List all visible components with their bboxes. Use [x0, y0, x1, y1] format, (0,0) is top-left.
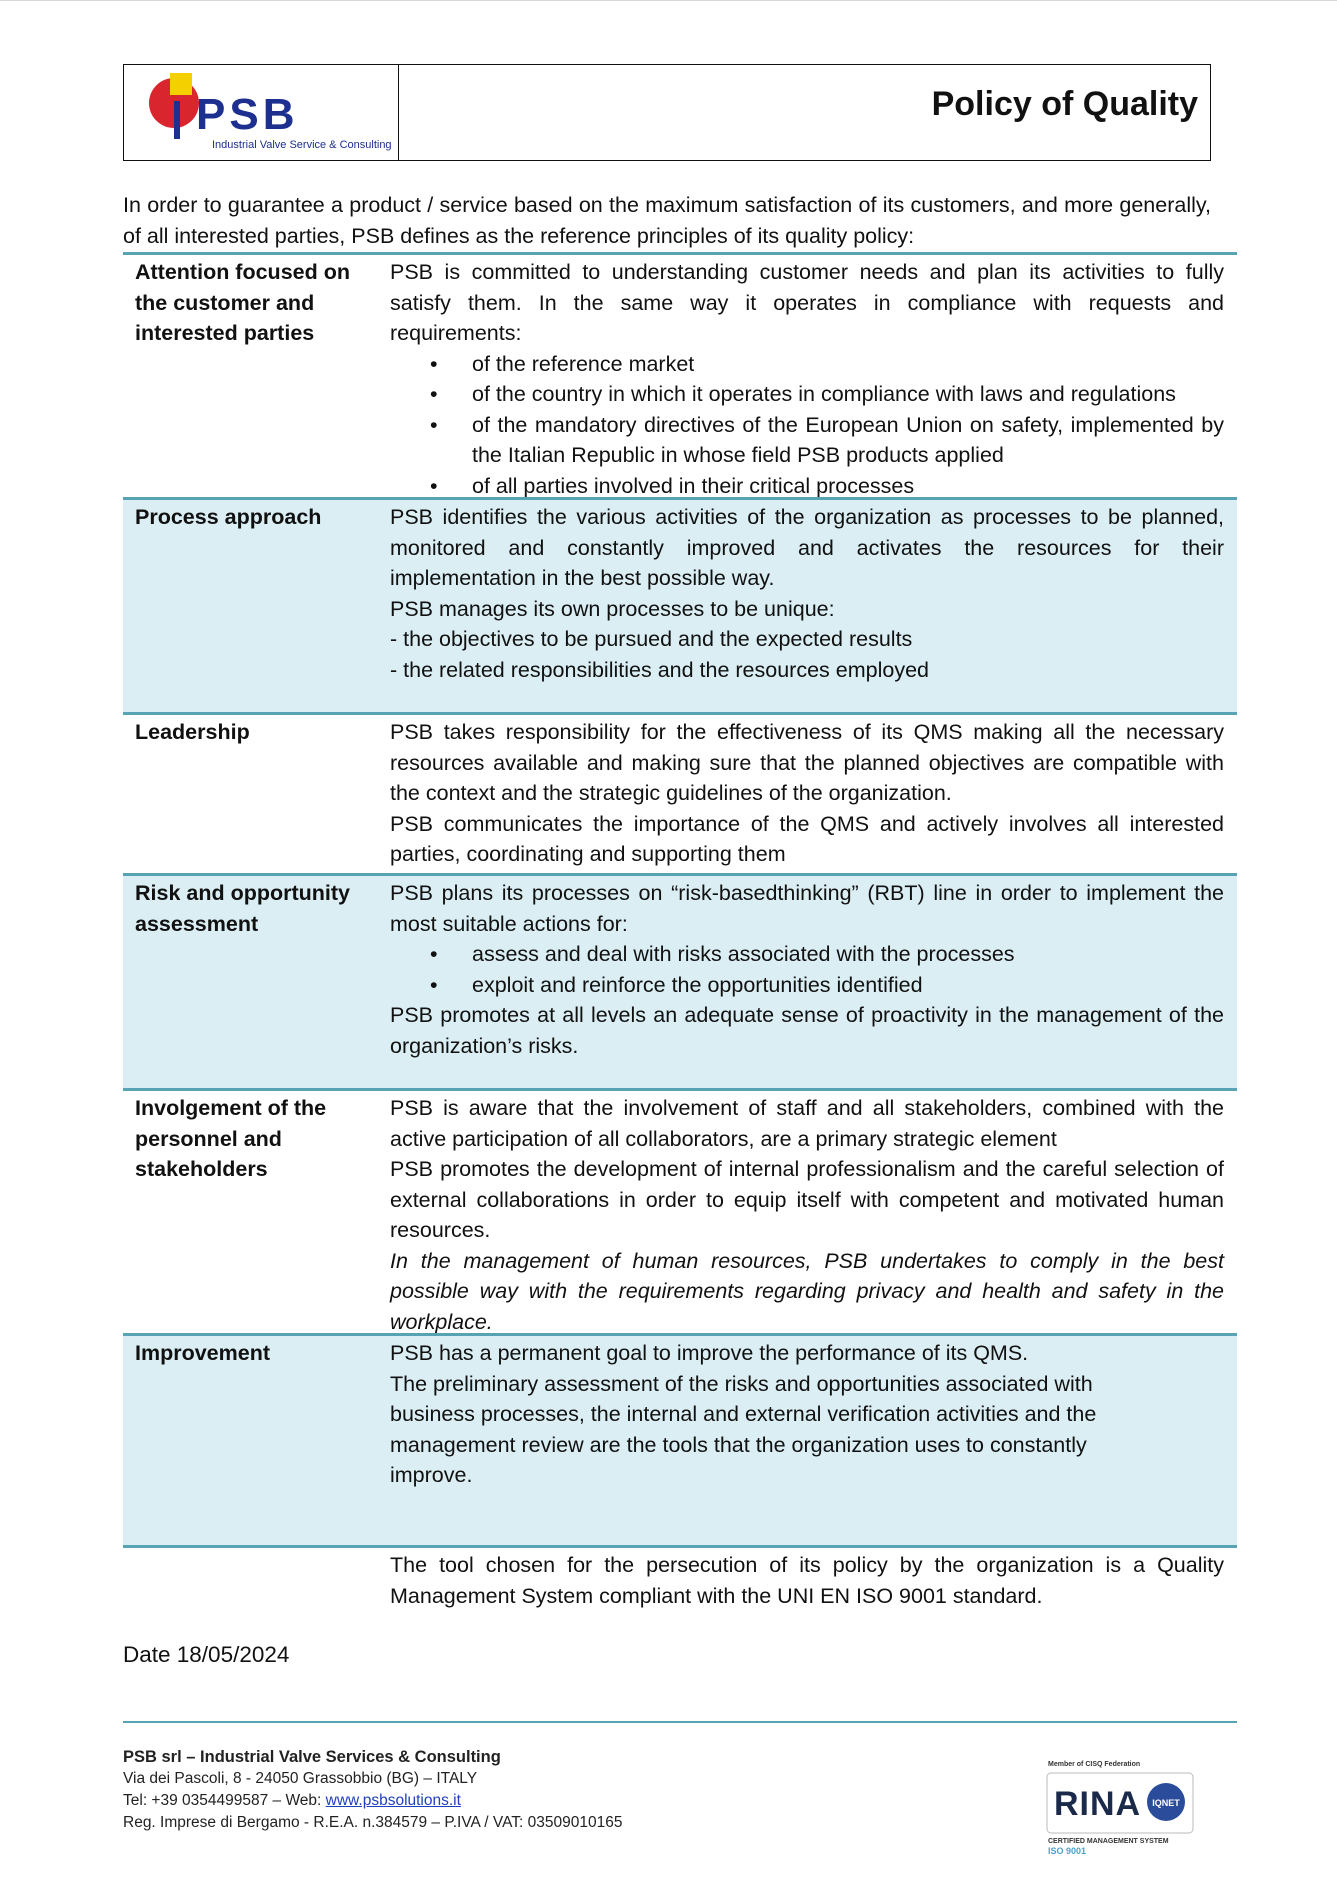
logo-tagline: Industrial Valve Service & Consulting — [212, 139, 392, 151]
policy-row-customer — [123, 252, 1237, 497]
row-text: The preliminary assessment of the risks and opportunities associated with business processes, the internal and external verification activities and the management review are the tools that the organization uses to constantly improve. — [390, 1371, 1097, 1487]
row-text: PSB manages its own processes to be unique: — [390, 596, 835, 621]
document-date: Date 18/05/2024 — [123, 1642, 290, 1667]
website-link[interactable]: www.psbsolutions.it — [325, 1792, 461, 1809]
bullet-item: • of the country in which it operates in compliance with laws and regulations — [430, 382, 1176, 406]
footer-address: Via dei Pascoli, 8 - 24050 Grassobbio (BG) – ITALY — [123, 1770, 478, 1787]
psb-logo — [144, 71, 394, 155]
footer-company: PSB srl – Industrial Valve Services & Consulting — [123, 1748, 501, 1766]
rina-certification-logo — [1046, 1757, 1196, 1857]
bullet-item: • of the reference market — [430, 351, 695, 376]
row-text: PSB communicates the importance of the QMS and actively involves all interested parties, coordinating and supporting them — [390, 811, 1224, 866]
footer-contact — [123, 1790, 622, 1812]
page-title: Policy of Quality — [931, 85, 1198, 123]
page-top-border — [0, 0, 1337, 1]
row-label: Risk and opportunity assessment — [135, 881, 350, 936]
row-content — [390, 1338, 1150, 1491]
row-text: PSB identifies the various activities of the organization as processes to be planned, monitored and constantly improved and activates the resources for their implementation in the best possible way. — [390, 505, 1224, 590]
row-text: - the related responsibilities and the resources employed — [390, 657, 929, 682]
bullet-item: • assess and deal with risks associated with the processes — [430, 942, 1015, 966]
row-text: PSB plans its processes on “risk-basedthinking” (RBT) line in order to implement the most suitable actions for: — [390, 881, 1224, 936]
svg-text:RINA: RINA — [1054, 1785, 1142, 1823]
row-text: PSB is committed to understanding customer needs and plan its activities to fully satisfy them. In the same way it operates in compliance with requests and requirements: — [390, 260, 1224, 345]
row-text: PSB has a permanent goal to improve the performance of its QMS. — [390, 1341, 1029, 1365]
footer-tel: Tel: +39 0354499587 – Web: — [123, 1792, 326, 1809]
svg-text:Member of CISQ Federation: Member of CISQ Federation — [1048, 1761, 1141, 1768]
row-text: PSB promotes the development of internal professionalism and the careful selection of external collaborations in order to equip itself with competent and motivated human resources. — [390, 1157, 1224, 1242]
row-content — [390, 502, 1224, 685]
policy-row-closing — [123, 1545, 1237, 1625]
row-content — [390, 878, 1224, 1061]
policy-row-process — [123, 497, 1237, 712]
row-text: PSB is aware that the involvement of staff and all stakeholders, combined with the active participation of all collaborators, are a primary strategic element — [390, 1096, 1224, 1151]
row-label: Leadership — [135, 720, 250, 744]
svg-text:ISO 9001: ISO 9001 — [1048, 1846, 1087, 1856]
policy-table — [123, 252, 1237, 1625]
footer — [123, 1746, 622, 1834]
row-content — [390, 717, 1224, 870]
row-text: In the management of human resources, PSB undertakes to comply in the best possible way with the requirements regarding privacy and health and safety in the workplace. — [390, 1248, 1224, 1334]
policy-row-improvement — [123, 1333, 1237, 1545]
svg-text:IQNET: IQNET — [1152, 1798, 1180, 1808]
bullet-item: • of all parties involved in their critical processes — [430, 473, 915, 498]
logo-wordmark: PSB — [196, 90, 299, 139]
row-text: - the objectives to be pursued and the expected results — [390, 627, 913, 651]
row-label: Process approach — [135, 505, 322, 529]
document-header — [123, 64, 1211, 161]
row-content — [390, 257, 1224, 501]
row-text: PSB takes responsibility for the effectiveness of its QMS making all the necessary resources available and making sure that the planned objectives are compatible with the context and the strategic guidelines of the organization. — [390, 720, 1224, 805]
policy-row-risk — [123, 873, 1237, 1088]
row-content — [390, 1093, 1224, 1337]
closing-text: The tool chosen for the persecution of its policy by the organization is a Quality Management System compliant with the UNI EN ISO 9001 standard. — [390, 1553, 1224, 1608]
policy-row-leadership — [123, 712, 1237, 873]
footer-divider — [123, 1721, 1237, 1723]
logo-cell — [124, 65, 399, 160]
row-label: Attention focused on the customer and interested parties — [135, 260, 350, 345]
row-text: PSB promotes at all levels an adequate sense of proactivity in the management of the organization’s risks. — [390, 1003, 1224, 1058]
svg-text:CERTIFIED MANAGEMENT SYSTEM: CERTIFIED MANAGEMENT SYSTEM — [1048, 1838, 1169, 1845]
row-label: Involgement of the personnel and stakeholders — [135, 1096, 327, 1181]
footer-registration: Reg. Imprese di Bergamo - R.E.A. n.384579 – P.IVA / VAT: 03509010165 — [123, 1814, 623, 1831]
policy-row-personnel — [123, 1088, 1237, 1333]
intro-paragraph: In order to guarantee a product / service based on the maximum satisfaction of its customers, and more generally, of all interested parties, PSB defines as the reference principles of its quality policy: — [123, 193, 1211, 248]
row-label: Improvement — [135, 1341, 271, 1365]
bullet-item: • exploit and reinforce the opportunities identified — [430, 972, 923, 997]
bullet-item: • of the mandatory directives of the European Union on safety, implemented by the Italian Republic in whose field PSB products applied — [430, 412, 1224, 467]
